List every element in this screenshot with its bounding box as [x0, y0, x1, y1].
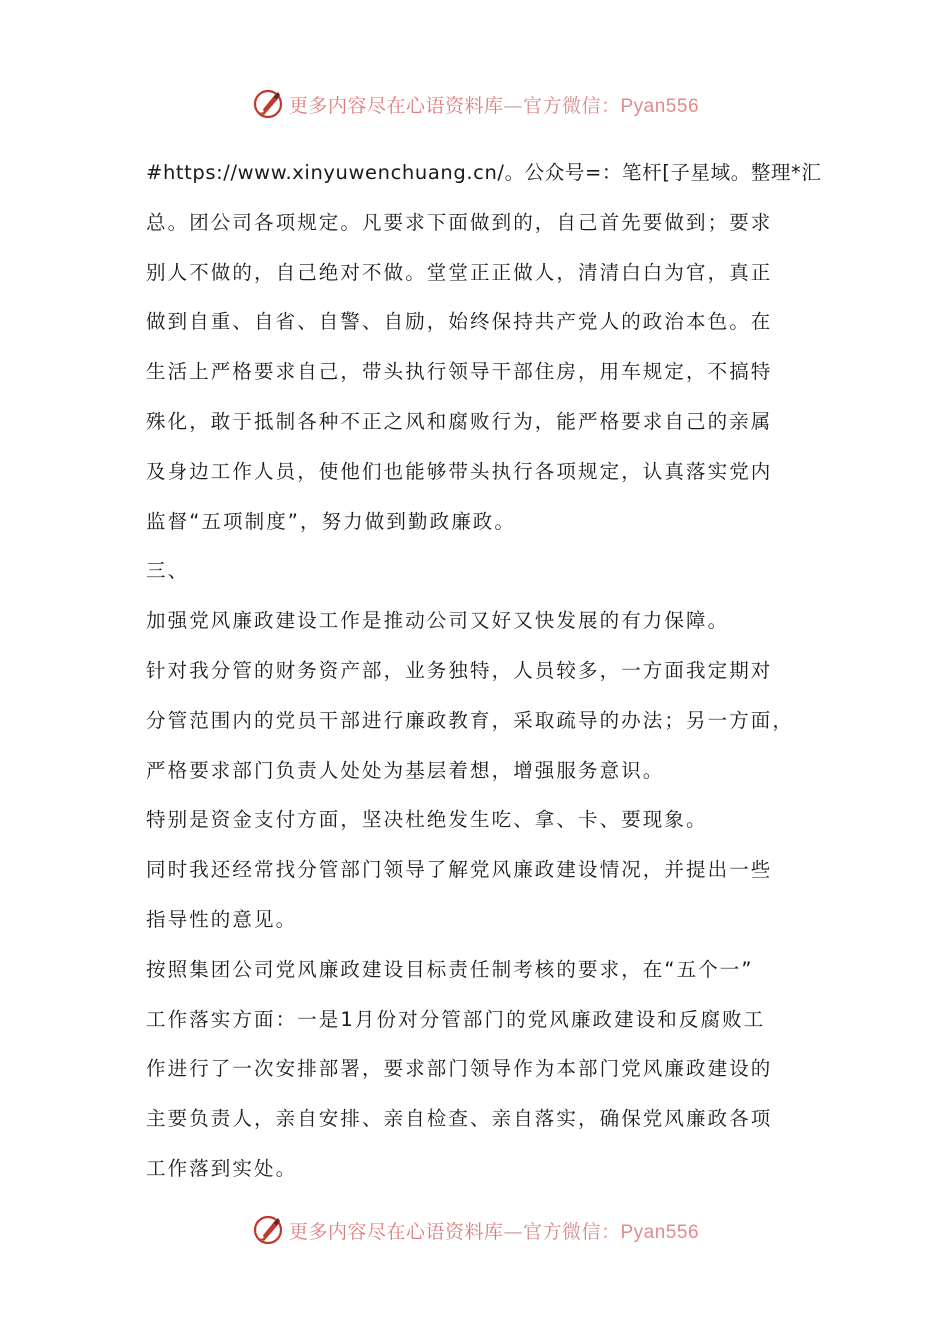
footer-dash: —	[503, 1220, 523, 1243]
body-line: 生活上严格要求自己，带头执行领导干部住房，用车规定，不搞特	[146, 360, 773, 384]
pen-nib-circle-icon	[251, 87, 285, 121]
footer-text	[289, 1217, 699, 1244]
header-dash: —	[503, 94, 523, 117]
body-line: 工作落到实处。	[146, 1156, 298, 1180]
body-line: 及身边工作人员，使他们也能够带头执行各项规定，认真落实党内	[146, 459, 773, 483]
body-line: 监督“五项制度”，努力做到勤政廉政。	[146, 509, 517, 533]
body-line: 分管范围内的党员干部进行廉政教育，采取疏导的办法；另一方面，	[146, 708, 795, 732]
body-line: 别人不做的，自己绝对不做。堂堂正正做人，清清白白为官，真正	[146, 260, 773, 284]
section-heading: 三、	[146, 559, 190, 583]
footer-banner	[0, 1210, 950, 1250]
body-line: #https://www.xinyuwenchuang.cn/。公众号=：笔杆[子星域。整理*汇	[146, 161, 822, 184]
body-line: 主要负责人，亲自安排、亲自检查、亲自落实，确保党风廉政各项	[146, 1107, 773, 1131]
header-wechat-label: 官方微信：	[522, 94, 621, 117]
body-line: 总。团公司各项规定。凡要求下面做到的，自己首先要做到；要求	[146, 210, 773, 234]
body-line: 按照集团公司党风廉政建设目标责任制考核的要求，在“五个一”	[146, 957, 754, 981]
header-text	[289, 91, 699, 118]
body-line: 指导性的意见。	[146, 907, 298, 931]
header-prefix: 更多内容尽在心语资料库	[288, 94, 504, 117]
body-line: 加强党风廉政建设工作是推动公司又好又快发展的有力保障。	[146, 609, 730, 633]
body-line: 殊化，敢于抵制各种不正之风和腐败行为，能严格要求自己的亲属	[146, 409, 773, 433]
body-line: 作进行了一次安排部署，要求部门领导作为本部门党风廉政建设的	[146, 1057, 773, 1081]
header-banner	[0, 84, 950, 124]
body-line: 针对我分管的财务资产部，业务独特，人员较多，一方面我定期对	[146, 658, 773, 682]
body-line: 工作落实方面：一是1月份对分管部门的党风廉政建设和反腐败工	[146, 1007, 766, 1031]
header-wechat-id: Pyan556	[620, 95, 700, 117]
footer-wechat-id: Pyan556	[620, 1221, 700, 1243]
body-line: 严格要求部门负责人处处为基层着想，增强服务意识。	[146, 758, 665, 782]
pen-nib-circle-icon	[251, 1213, 285, 1247]
body-line: 同时我还经常找分管部门领导了解党风廉政建设情况，并提出一些	[146, 858, 773, 882]
footer-wechat-label: 官方微信：	[522, 1220, 621, 1243]
body-line: 做到自重、自省、自警、自励，始终保持共产党人的政治本色。在	[146, 310, 773, 334]
footer-prefix: 更多内容尽在心语资料库	[288, 1220, 504, 1243]
body-line: 特别是资金支付方面，坚决杜绝发生吃、拿、卡、要现象。	[146, 808, 708, 832]
document-body	[146, 148, 826, 1194]
